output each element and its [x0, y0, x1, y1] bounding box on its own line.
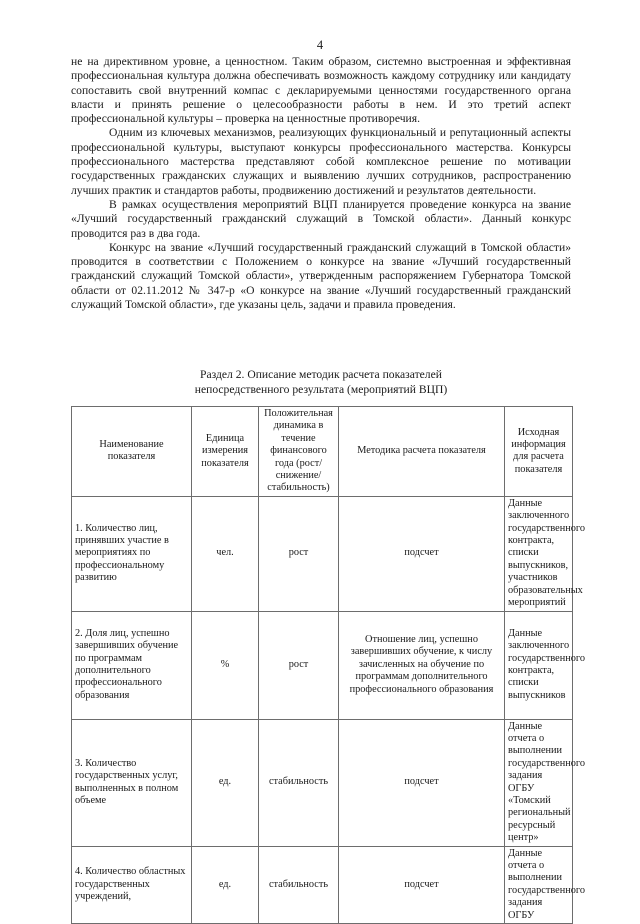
cell-name: 1. Количество лиц, принявших участие в мероприятиях по профессиональному развитию: [72, 496, 192, 611]
cell-unit: ед.: [192, 719, 259, 846]
header-dynamics: Положительная динамика в течение финансового года (рост/снижение/ стабильность): [259, 407, 339, 497]
cell-source: Данные отчета о выполнении государственного задания ОГБУ: [505, 846, 573, 923]
header-source: Исходная информация для расчета показателя: [505, 407, 573, 497]
paragraph: В рамках осуществления мероприятий ВЦП планируется проведение конкурса на звание «Лучший государственный гражданский служащий в Томской области». Данный конкурс проводится раз в два года.: [71, 197, 571, 240]
body-text: [71, 55, 571, 312]
cell-name: 2. Доля лиц, успешно завершивших обучение по программам дополнительного профессионального образования: [72, 611, 192, 719]
caption-line-2: непосредственного результата (мероприятий ВЦП): [194, 382, 448, 396]
table-row: [72, 719, 573, 846]
cell-name: 4. Количество областных государственных учреждений,: [72, 846, 192, 923]
page-number: 4: [316, 38, 324, 52]
cell-source: Данные заключенного государственного контракта, списки выпускников, участников образовательных мероприятий: [505, 496, 573, 611]
cell-source: Данные отчета о выполнении государственного задания ОГБУ «Томский региональный ресурсный центр»: [505, 719, 573, 846]
cell-name: 3. Количество государственных услуг, выполненных в полном объеме: [72, 719, 192, 846]
cell-method: подсчет: [339, 719, 505, 846]
header-method: Методика расчета показателя: [339, 407, 505, 497]
cell-unit: ед.: [192, 846, 259, 923]
cell-dynamics: рост: [259, 611, 339, 719]
indicators-table: [71, 406, 585, 924]
header-unit: Единица измерения показателя: [192, 407, 259, 497]
caption-line-1: Раздел 2. Описание методик расчета показателей: [200, 368, 442, 381]
table-row: [72, 846, 573, 923]
paragraph: Одним из ключевых механизмов, реализующих функциональный и репутационный аспекты профессиональной культуры, выступают конкурсы профессионального мастерства. Конкурсы профессионального мастерства представляют собой комплексное решение по мотивации государственных гражданских служащих и выявлению лучших сотрудников, распространению лучших практик и стандартов работы, продвижению достижений и результатов деятельности.: [71, 126, 571, 197]
cell-unit: %: [192, 611, 259, 719]
cell-method: Отношение лиц, успешно завершивших обучение, к числу зачисленных на обучение по программам дополнительного профессионального образования: [339, 611, 505, 719]
table-header-row: [72, 407, 573, 497]
section-caption: [71, 368, 571, 397]
cell-dynamics: рост: [259, 496, 339, 611]
cell-unit: чел.: [192, 496, 259, 611]
cell-method: подсчет: [339, 846, 505, 923]
paragraph: не на директивном уровне, а ценностном. Таким образом, системно выстроенная и эффективная профессиональная культура должна обеспечивать возможность каждому сотруднику или кандидату сопоставить свой внутренний компас с декларируемыми ценностями государственного органа власти и принять решение о целесообразности работы в нем. И это третий аспект профессиональной культуры – проверка на ценностные противоречия.: [71, 55, 571, 126]
cell-dynamics: стабильность: [259, 846, 339, 923]
header-name: Наименование показателя: [72, 407, 192, 497]
table-row: [72, 611, 573, 719]
paragraph: Конкурс на звание «Лучший государственный гражданский служащий в Томской области» проводится в соответствии с Положением о конкурсе на звание «Лучший государственный гражданский служащий Томской области», утвержденным распоряжением Губернатора Томской области от 02.11.2012 № 347-р «О конкурсе на звание «Лучший государственный гражданский служащий Томской области», где указаны цель, задачи и правила проведения.: [71, 240, 571, 312]
cell-source: Данные заключенного государственного контракта, списки выпускников: [505, 611, 573, 719]
table-row: [72, 496, 573, 611]
cell-method: подсчет: [339, 496, 505, 611]
cell-dynamics: стабильность: [259, 719, 339, 846]
